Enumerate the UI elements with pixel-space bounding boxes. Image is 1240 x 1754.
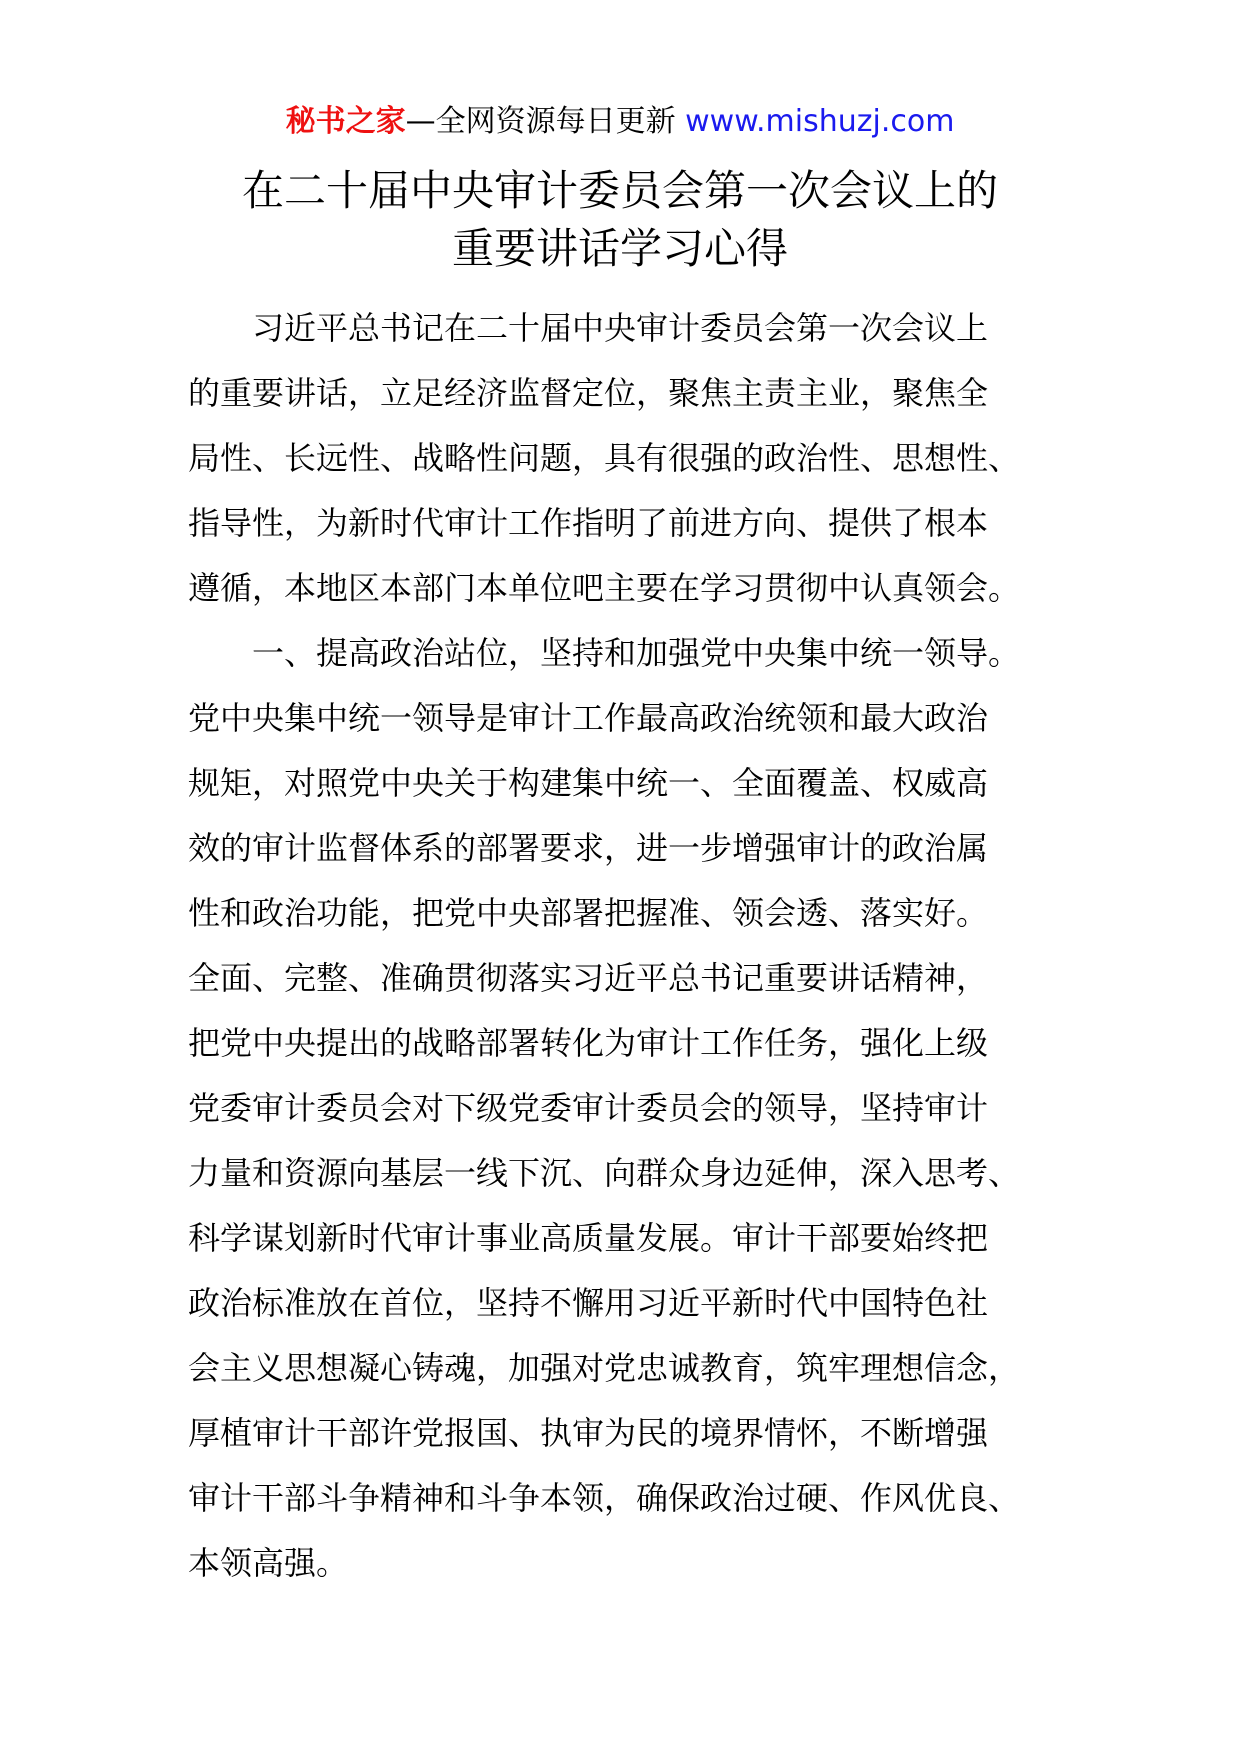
paragraph-line: 效的审计监督体系的部署要求，进一步增强审计的政治属 — [188, 829, 989, 867]
paragraph-line: 指导性，为新时代审计工作指明了前进方向、提供了根本 — [188, 504, 989, 542]
paragraph-line: 本领高强。 — [188, 1544, 349, 1582]
paragraph-line: 遵循，本地区本部门本单位吧主要在学习贯彻中认真领会。 — [188, 569, 1021, 607]
site-brand: 秘书之家 — [285, 104, 406, 139]
paragraph-line: 规矩，对照党中央关于构建集中统一、全面覆盖、权威高 — [188, 764, 989, 802]
document-title — [0, 162, 1240, 278]
paragraph-line: 局性、长远性、战略性问题，具有很强的政治性、思想性、 — [188, 439, 1021, 477]
site-url-link[interactable]: www.mishuzj.com — [685, 104, 955, 139]
title-line-2: 重要讲话学习心得 — [451, 224, 788, 273]
paragraph-line: 科学谋划新时代审计事业高质量发展。审计干部要始终把 — [188, 1219, 989, 1257]
paragraph-line: 党中央集中统一领导是审计工作最高政治统领和最大政治 — [188, 699, 989, 737]
title-line-1: 在二十届中央审计委员会第一次会议上的 — [241, 166, 998, 215]
paragraph-line: 全面、完整、准确贯彻落实习近平总书记重要讲话精神， — [188, 959, 989, 997]
paragraph-line: 的重要讲话，立足经济监督定位，聚焦主责主业，聚焦全 — [188, 374, 989, 412]
paragraph-line: 性和政治功能，把党中央部署把握准、领会透、落实好。 — [188, 894, 989, 932]
section-heading-line: 一、提高政治站位，坚持和加强党中央集中统一领导。 — [252, 634, 1021, 672]
site-header — [0, 102, 1240, 142]
paragraph-line: 审计干部斗争精神和斗争本领，确保政治过硬、作风优良、 — [188, 1479, 1021, 1517]
paragraph-line: 把党中央提出的战略部署转化为审计工作任务，强化上级 — [188, 1024, 989, 1062]
paragraph-line: 政治标准放在首位，坚持不懈用习近平新时代中国特色社 — [188, 1284, 989, 1322]
document-body — [188, 296, 1058, 1596]
site-slogan: —全网资源每日更新 — [405, 104, 676, 139]
paragraph-line: 党委审计委员会对下级党委审计委员会的领导，坚持审计 — [188, 1089, 989, 1127]
paragraph-line: 会主义思想凝心铸魂，加强对党忠诚教育，筑牢理想信念， — [188, 1349, 1021, 1387]
paragraph-line: 厚植审计干部许党报国、执审为民的境界情怀，不断增强 — [188, 1414, 989, 1452]
paragraph-line: 力量和资源向基层一线下沉、向群众身边延伸，深入思考、 — [188, 1154, 1021, 1192]
paragraph-line: 习近平总书记在二十届中央审计委员会第一次会议上 — [252, 309, 989, 347]
